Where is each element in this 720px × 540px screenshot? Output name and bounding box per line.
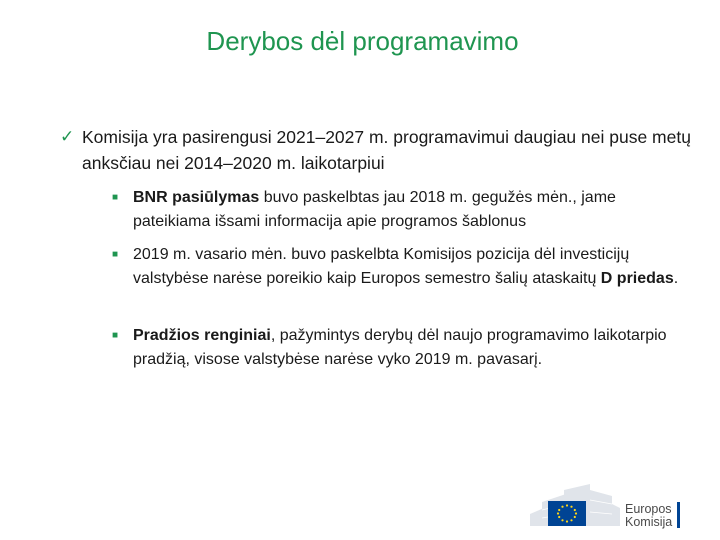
bold-phrase: BNR pasiūlymas	[133, 189, 260, 206]
square-bullet-icon: ■	[112, 330, 119, 341]
slide-title: Derybos dėl programavimo	[206, 26, 519, 56]
main-bullet-text: Komisija yra pasirengusi 2021–2027 m. programavimui daugiau nei puse metų anksčiau nei 2014–2020 m. laikotarpiui	[82, 127, 691, 173]
sub-bullet-body: buvo paskelbtas jau 2018 m. gegužės mėn., jame pateikiama išsami informacija apie programos šablonus	[133, 189, 616, 230]
sub-bullet-text	[133, 324, 688, 372]
square-bullet-icon: ■	[112, 192, 119, 203]
logo-text-line2: Komisija	[625, 515, 673, 529]
sub-bullet-body: , pažymintys derybų dėl naujo programavimo laikotarpio pradžią, visose valstybėse narėse vyko 2019 m. pavasarį.	[133, 327, 667, 368]
sub-bullet-text	[133, 243, 688, 291]
square-bullet-icon: ■	[112, 249, 119, 260]
logo-divider-bar	[677, 502, 680, 528]
sub-bullet-tail: .	[673, 270, 679, 287]
bold-phrase: D priedas	[600, 270, 674, 287]
sub-bullet-body: 2019 m. vasario mėn. buvo paskelbta Komisijos pozicija dėl investicijų valstybėse narėse poreikio kaip Europos semestro šalių ataskaitų	[133, 246, 630, 287]
check-icon: ✓	[60, 127, 75, 146]
bold-phrase: Pradžios renginiai	[133, 327, 271, 344]
sub-bullet-text	[133, 186, 688, 234]
logo-text-line1: Europos	[625, 502, 672, 516]
